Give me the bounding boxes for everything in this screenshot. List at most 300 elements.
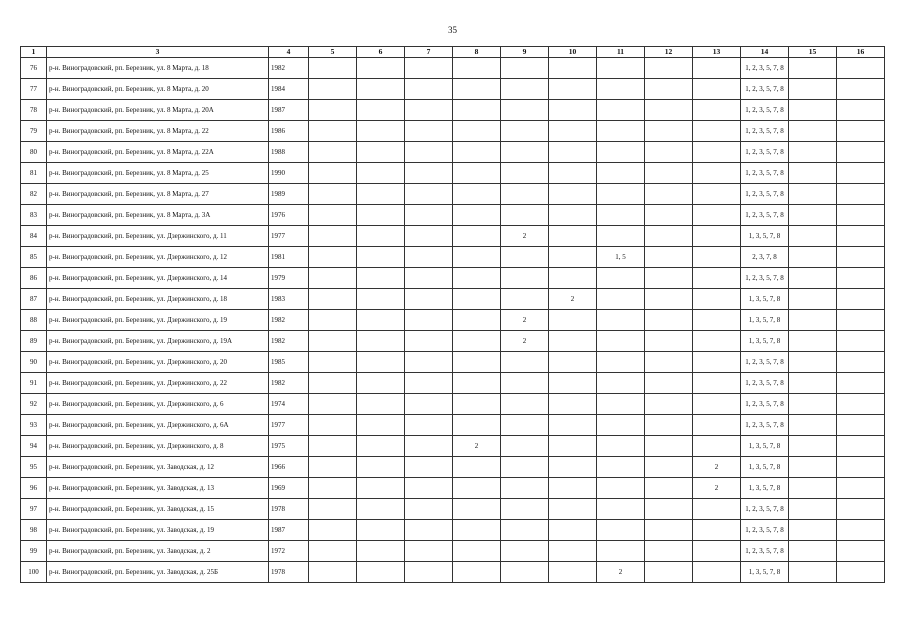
col-12-cell [645,520,693,541]
address-cell: р-н. Виноградовский, рп. Березник, ул. Дзержинского, д. 20 [47,352,269,373]
col-14-cell: 1, 2, 3, 5, 7, 8 [741,205,789,226]
column-header: 9 [501,47,549,58]
col-10-cell [549,436,597,457]
col-5-cell [309,100,357,121]
col-13-cell [693,268,741,289]
col-9-cell: 2 [501,331,549,352]
table-row [21,289,885,310]
col-6-cell [357,373,405,394]
address-cell: р-н. Виноградовский, рп. Березник, ул. Дзержинского, д. 8 [47,436,269,457]
table-row [21,499,885,520]
table-row [21,121,885,142]
col-16-cell [837,499,885,520]
col-14-cell: 1, 2, 3, 5, 7, 8 [741,394,789,415]
col-15-cell [789,226,837,247]
address-cell: р-н. Виноградовский, рп. Березник, ул. 8 Марта, д. 3А [47,205,269,226]
col-14-cell: 1, 2, 3, 5, 7, 8 [741,520,789,541]
col-10-cell [549,100,597,121]
row-number: 84 [21,226,47,247]
col-6-cell [357,457,405,478]
col-5-cell [309,310,357,331]
col-16-cell [837,247,885,268]
col-9-cell: 2 [501,226,549,247]
col-15-cell [789,100,837,121]
table-row [21,457,885,478]
col-7-cell [405,58,453,79]
col-16-cell [837,520,885,541]
col-16-cell [837,226,885,247]
col-13-cell [693,331,741,352]
col-14-cell: 1, 2, 3, 5, 7, 8 [741,79,789,100]
col-11-cell [597,121,645,142]
col-5-cell [309,226,357,247]
year-cell: 1986 [269,121,309,142]
row-number: 100 [21,562,47,583]
col-14-cell: 1, 3, 5, 7, 8 [741,289,789,310]
col-14-cell: 1, 3, 5, 7, 8 [741,436,789,457]
page-number: 35 [448,25,457,35]
col-9-cell [501,100,549,121]
col-10-cell [549,331,597,352]
col-6-cell [357,331,405,352]
header-row [21,47,885,58]
col-13-cell [693,247,741,268]
col-9-cell [501,541,549,562]
col-13-cell [693,541,741,562]
col-13-cell [693,394,741,415]
col-6-cell [357,310,405,331]
col-7-cell [405,541,453,562]
column-header: 1 [21,47,47,58]
col-12-cell [645,247,693,268]
col-8-cell [453,142,501,163]
col-12-cell [645,457,693,478]
col-14-cell: 1, 2, 3, 5, 7, 8 [741,163,789,184]
col-13-cell [693,562,741,583]
address-cell: р-н. Виноградовский, рп. Березник, ул. 8 Марта, д. 22А [47,142,269,163]
col-5-cell [309,478,357,499]
address-cell: р-н. Виноградовский, рп. Березник, ул. Заводская, д. 19 [47,520,269,541]
col-11-cell [597,100,645,121]
year-cell: 1969 [269,478,309,499]
col-10-cell [549,415,597,436]
col-16-cell [837,121,885,142]
col-5-cell [309,184,357,205]
row-number: 95 [21,457,47,478]
col-11-cell: 2 [597,562,645,583]
col-12-cell [645,268,693,289]
column-header: 15 [789,47,837,58]
col-8-cell [453,268,501,289]
row-number: 88 [21,310,47,331]
col-8-cell [453,289,501,310]
col-13-cell [693,100,741,121]
col-9-cell [501,499,549,520]
row-number: 91 [21,373,47,394]
col-14-cell: 1, 2, 3, 5, 7, 8 [741,373,789,394]
col-10-cell [549,499,597,520]
column-header: 13 [693,47,741,58]
col-10-cell [549,478,597,499]
col-16-cell [837,184,885,205]
col-9-cell [501,247,549,268]
col-13-cell [693,163,741,184]
col-10-cell [549,58,597,79]
col-5-cell [309,142,357,163]
col-9-cell [501,394,549,415]
col-12-cell [645,184,693,205]
col-11-cell [597,394,645,415]
col-8-cell [453,247,501,268]
col-6-cell [357,562,405,583]
col-15-cell [789,79,837,100]
col-10-cell [549,394,597,415]
col-5-cell [309,58,357,79]
year-cell: 1976 [269,205,309,226]
col-9-cell [501,562,549,583]
col-5-cell [309,247,357,268]
col-11-cell [597,499,645,520]
col-16-cell [837,415,885,436]
col-8-cell [453,352,501,373]
year-cell: 1982 [269,310,309,331]
col-10-cell [549,163,597,184]
year-cell: 1989 [269,184,309,205]
col-9-cell [501,205,549,226]
col-15-cell [789,121,837,142]
address-cell: р-н. Виноградовский, рп. Березник, ул. 8 Марта, д. 18 [47,58,269,79]
col-16-cell [837,142,885,163]
table-row [21,226,885,247]
col-12-cell [645,394,693,415]
table-row [21,541,885,562]
col-11-cell [597,478,645,499]
col-5-cell [309,562,357,583]
col-15-cell [789,184,837,205]
col-6-cell [357,184,405,205]
col-16-cell [837,373,885,394]
col-10-cell [549,457,597,478]
col-14-cell: 1, 2, 3, 5, 7, 8 [741,121,789,142]
col-16-cell [837,541,885,562]
col-11-cell [597,205,645,226]
col-5-cell [309,163,357,184]
col-8-cell [453,373,501,394]
col-11-cell [597,79,645,100]
col-7-cell [405,352,453,373]
row-number: 78 [21,100,47,121]
col-15-cell [789,331,837,352]
col-13-cell [693,142,741,163]
year-cell: 1974 [269,394,309,415]
col-12-cell [645,352,693,373]
col-12-cell [645,499,693,520]
column-header: 7 [405,47,453,58]
col-7-cell [405,226,453,247]
col-6-cell [357,289,405,310]
col-6-cell [357,436,405,457]
col-5-cell [309,499,357,520]
address-cell: р-н. Виноградовский, рп. Березник, ул. Заводская, д. 15 [47,499,269,520]
year-cell: 1972 [269,541,309,562]
col-8-cell [453,310,501,331]
col-7-cell [405,100,453,121]
col-5-cell [309,331,357,352]
year-cell: 1982 [269,373,309,394]
column-header: 6 [357,47,405,58]
col-10-cell [549,268,597,289]
col-6-cell [357,520,405,541]
table-row [21,247,885,268]
col-8-cell [453,478,501,499]
table-row [21,520,885,541]
col-15-cell [789,163,837,184]
col-15-cell [789,373,837,394]
col-7-cell [405,415,453,436]
col-14-cell: 1, 2, 3, 5, 7, 8 [741,499,789,520]
col-7-cell [405,184,453,205]
address-cell: р-н. Виноградовский, рп. Березник, ул. Заводская, д. 2 [47,541,269,562]
table-row [21,100,885,121]
table-row [21,163,885,184]
col-11-cell [597,457,645,478]
col-6-cell [357,478,405,499]
col-10-cell [549,562,597,583]
column-header: 3 [47,47,269,58]
col-7-cell [405,142,453,163]
col-10-cell [549,226,597,247]
year-cell: 1987 [269,100,309,121]
col-16-cell [837,457,885,478]
col-13-cell: 2 [693,478,741,499]
table-row [21,310,885,331]
address-cell: р-н. Виноградовский, рп. Березник, ул. Дзержинского, д. 18 [47,289,269,310]
col-10-cell [549,184,597,205]
col-16-cell [837,331,885,352]
col-14-cell: 1, 3, 5, 7, 8 [741,310,789,331]
col-15-cell [789,205,837,226]
column-header: 8 [453,47,501,58]
col-8-cell [453,394,501,415]
year-cell: 1978 [269,562,309,583]
row-number: 87 [21,289,47,310]
row-number: 79 [21,121,47,142]
col-7-cell [405,520,453,541]
col-14-cell: 1, 3, 5, 7, 8 [741,331,789,352]
col-7-cell [405,436,453,457]
col-8-cell [453,100,501,121]
col-14-cell: 1, 2, 3, 5, 7, 8 [741,352,789,373]
col-14-cell: 1, 2, 3, 5, 7, 8 [741,100,789,121]
column-header: 5 [309,47,357,58]
address-cell: р-н. Виноградовский, рп. Березник, ул. 8 Марта, д. 20А [47,100,269,121]
col-6-cell [357,499,405,520]
col-5-cell [309,415,357,436]
row-number: 93 [21,415,47,436]
col-11-cell [597,163,645,184]
year-cell: 1977 [269,415,309,436]
col-15-cell [789,310,837,331]
column-header: 16 [837,47,885,58]
address-cell: р-н. Виноградовский, рп. Березник, ул. 8 Марта, д. 20 [47,79,269,100]
col-11-cell [597,310,645,331]
col-6-cell [357,58,405,79]
table-row [21,352,885,373]
row-number: 80 [21,142,47,163]
col-9-cell [501,163,549,184]
col-12-cell [645,226,693,247]
col-7-cell [405,499,453,520]
row-number: 83 [21,205,47,226]
col-10-cell [549,310,597,331]
col-15-cell [789,457,837,478]
col-5-cell [309,205,357,226]
year-cell: 1982 [269,331,309,352]
col-5-cell [309,394,357,415]
col-11-cell [597,142,645,163]
col-12-cell [645,79,693,100]
col-14-cell: 1, 2, 3, 5, 7, 8 [741,415,789,436]
address-cell: р-н. Виноградовский, рп. Березник, ул. 8 Марта, д. 27 [47,184,269,205]
col-16-cell [837,289,885,310]
col-12-cell [645,478,693,499]
col-13-cell [693,121,741,142]
col-6-cell [357,226,405,247]
address-cell: р-н. Виноградовский, рп. Березник, ул. Дзержинского, д. 19А [47,331,269,352]
year-cell: 1987 [269,520,309,541]
col-11-cell [597,268,645,289]
col-16-cell [837,205,885,226]
col-10-cell [549,373,597,394]
col-9-cell [501,58,549,79]
row-number: 96 [21,478,47,499]
col-13-cell [693,205,741,226]
col-12-cell [645,541,693,562]
col-14-cell: 1, 3, 5, 7, 8 [741,562,789,583]
col-15-cell [789,394,837,415]
col-9-cell [501,436,549,457]
col-15-cell [789,520,837,541]
col-12-cell [645,310,693,331]
table-row [21,184,885,205]
row-number: 85 [21,247,47,268]
col-15-cell [789,352,837,373]
col-11-cell: 1, 5 [597,247,645,268]
year-cell: 1983 [269,289,309,310]
col-5-cell [309,457,357,478]
col-13-cell [693,499,741,520]
col-11-cell [597,520,645,541]
registry-table [20,46,885,583]
year-cell: 1985 [269,352,309,373]
col-15-cell [789,142,837,163]
col-9-cell [501,415,549,436]
col-7-cell [405,478,453,499]
year-cell: 1984 [269,79,309,100]
col-7-cell [405,268,453,289]
col-14-cell: 1, 2, 3, 5, 7, 8 [741,58,789,79]
table-row [21,373,885,394]
col-11-cell [597,184,645,205]
col-7-cell [405,79,453,100]
col-9-cell [501,289,549,310]
year-cell: 1988 [269,142,309,163]
column-header: 10 [549,47,597,58]
col-12-cell [645,58,693,79]
col-13-cell [693,520,741,541]
col-16-cell [837,100,885,121]
col-8-cell [453,499,501,520]
col-13-cell [693,373,741,394]
col-16-cell [837,58,885,79]
row-number: 77 [21,79,47,100]
col-9-cell [501,478,549,499]
col-6-cell [357,247,405,268]
row-number: 82 [21,184,47,205]
table-row [21,79,885,100]
col-5-cell [309,520,357,541]
col-9-cell [501,184,549,205]
year-cell: 1982 [269,58,309,79]
col-11-cell [597,541,645,562]
table-row [21,331,885,352]
col-14-cell: 1, 3, 5, 7, 8 [741,478,789,499]
address-cell: р-н. Виноградовский, рп. Березник, ул. Дзержинского, д. 6А [47,415,269,436]
table-row [21,142,885,163]
col-10-cell [549,520,597,541]
col-8-cell: 2 [453,436,501,457]
col-12-cell [645,205,693,226]
year-cell: 1977 [269,226,309,247]
col-10-cell [549,79,597,100]
col-12-cell [645,331,693,352]
col-14-cell: 1, 2, 3, 5, 7, 8 [741,142,789,163]
col-14-cell: 1, 3, 5, 7, 8 [741,457,789,478]
col-11-cell [597,373,645,394]
col-15-cell [789,247,837,268]
table-row [21,394,885,415]
col-12-cell [645,415,693,436]
col-5-cell [309,289,357,310]
address-cell: р-н. Виноградовский, рп. Березник, ул. 8 Марта, д. 25 [47,163,269,184]
col-10-cell [549,247,597,268]
address-cell: р-н. Виноградовский, рп. Березник, ул. Дзержинского, д. 12 [47,247,269,268]
col-11-cell [597,58,645,79]
table-row [21,415,885,436]
col-7-cell [405,562,453,583]
year-cell: 1975 [269,436,309,457]
col-13-cell [693,58,741,79]
col-7-cell [405,373,453,394]
table-row [21,268,885,289]
col-7-cell [405,205,453,226]
col-9-cell [501,121,549,142]
col-9-cell [501,268,549,289]
col-11-cell [597,226,645,247]
col-12-cell [645,100,693,121]
col-10-cell [549,142,597,163]
col-6-cell [357,268,405,289]
col-12-cell [645,436,693,457]
col-6-cell [357,79,405,100]
col-7-cell [405,457,453,478]
address-cell: р-н. Виноградовский, рп. Березник, ул. Дзержинского, д. 22 [47,373,269,394]
col-13-cell [693,289,741,310]
row-number: 90 [21,352,47,373]
col-7-cell [405,163,453,184]
col-13-cell: 2 [693,457,741,478]
col-15-cell [789,436,837,457]
